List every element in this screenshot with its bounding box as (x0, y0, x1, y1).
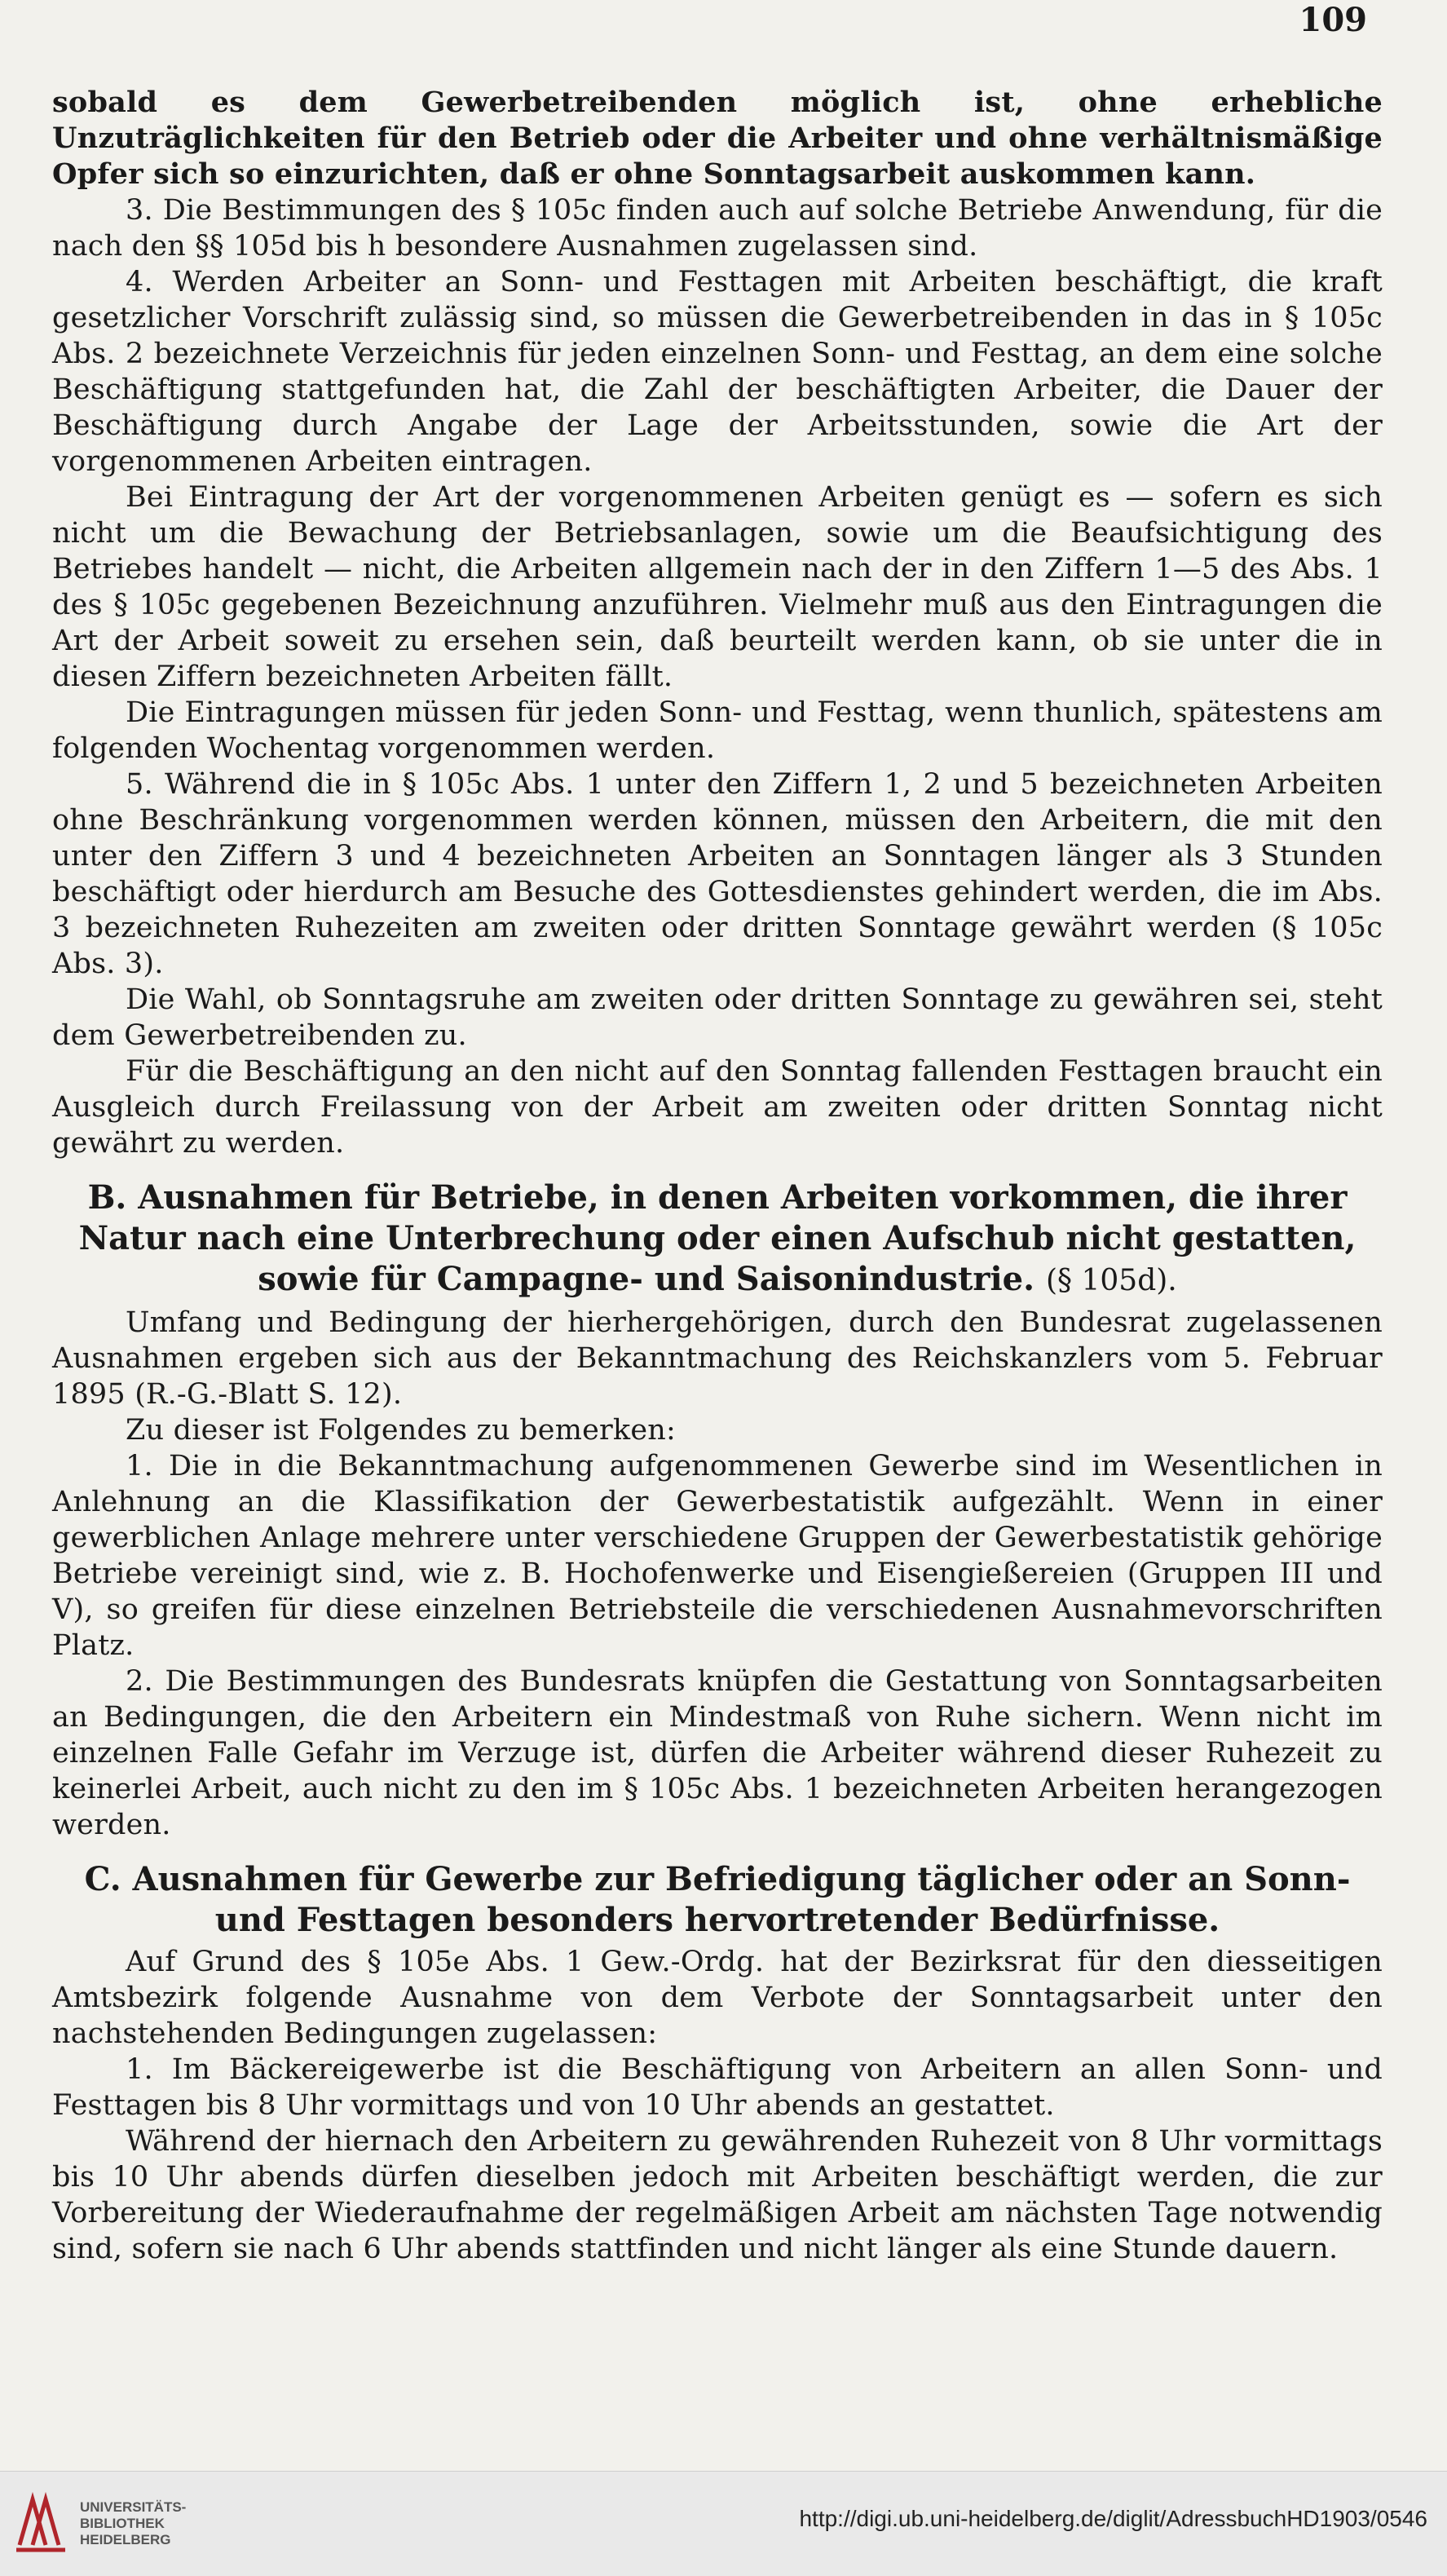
university-library-logo-icon (13, 2488, 70, 2556)
paragraph: 3. Die Bestimmungen des § 105c finden auch auf solche Betriebe Anwendung, für die nach den §§ 105d bis h besondere Ausnahmen zugelassen sind. (52, 194, 1383, 263)
heading-section-b-reference: (§ 105d). (1046, 1264, 1177, 1297)
section-c-body (52, 1944, 1383, 2267)
heading-section-b (52, 1178, 1383, 1301)
paragraph: 1. Die in die Bekanntmachung aufgenommenen Gewerbe sind im Wesentlichen in Anlehnung an die Klassifikation der Gewerbestatistik aufgezählt. Wenn in einer gewerblichen Anlage mehrere unter verschiedene Gruppen der Gewerbestatistik gehörige Betriebe vereinigt sind, wie z. B. Hochofenwerke und Eisengießereien (Gruppen III und V), so greifen für diese einzelnen Betriebsteile die verschiedenen Ausnahmevorschriften Platz. (52, 1450, 1383, 1662)
digitization-footer (0, 2471, 1447, 2576)
paragraph: Zu dieser ist Folgendes zu bemerken: (126, 1414, 676, 1447)
paragraph: Während der hiernach den Arbeitern zu gewährenden Ruhezeit von 8 Uhr vormittags bis 10 Uhr abends dürfen dieselben jedoch mit Arbeiten beschäftigt werden, die zur Vorbereitung der Wiederaufnahme der regelmäßigen Arbeit am nächsten Tage notwendig sind, sofern sie nach 6 Uhr abends stattfinden und nicht länger als eine Stunde dauern. (52, 2125, 1383, 2265)
section-b-body (52, 1305, 1383, 1843)
library-name-line-1: UNIVERSITÄTS- (80, 2499, 187, 2515)
paragraph: Die Wahl, ob Sonntagsruhe am zweiten oder dritten Sonntage zu gewähren sei, steht dem Gewerbetreibenden zu. (52, 983, 1383, 1052)
paragraph: Bei Eintragung der Art der vorgenommenen Arbeiten genügt es — sofern es sich nicht um die Bewachung der Betriebsanlagen, sowie um die Beaufsichtigung des Betriebes handelt — nicht, die Arbeiten allgemein nach der in den Ziffern 1—5 des Abs. 1 des § 105c gegebenen Bezeichnung anzuführen. Vielmehr muß aus den Eintragungen die Art der Arbeit soweit zu ersehen sein, daß beurteilt werden kann, ob sie unter die in diesen Ziffern bezeichneten Arbeiten fällt. (52, 481, 1383, 693)
page-number: 109 (1299, 1, 1367, 39)
paragraph: 4. Werden Arbeiter an Sonn- und Festtagen mit Arbeiten beschäftigt, die kraft gesetzlicher Vorschrift zulässig sind, so müssen die Gewerbetreibenden in das in § 105c Abs. 2 bezeichnete Verzeichnis für jeden einzelnen Sonn- und Festtag, an dem eine solche Beschäftigung stattgefunden hat, die Zahl der beschäftigten Arbeiter, die Dauer der Beschäftigung durch Angabe der Lage der Arbeitsstunden, sowie die Art der vorgenommenen Arbeiten eintragen. (52, 266, 1383, 478)
heading-section-c-text: C. Ausnahmen für Gewerbe zur Befriedigung täglicher oder an Sonn- und Festtagen besonders hervortretender Bedürfnisse. (84, 1860, 1351, 1939)
library-name (80, 2499, 186, 2548)
paragraph: Umfang und Bedingung der hierhergehörigen, durch den Bundesrat zugelassenen Ausnahmen ergeben sich aus der Bekanntmachung des Reichskanzlers vom 5. Februar 1895 (R.-G.-Blatt S. 12). (52, 1306, 1383, 1411)
section-a-continuation (52, 85, 1383, 1161)
paragraph: Für die Beschäftigung an den nicht auf den Sonntag fallenden Festtagen braucht ein Ausgleich durch Freilassung von der Arbeit am zweiten oder dritten Sonntag nicht gewährt zu werden. (52, 1055, 1383, 1160)
library-name-line-3: HEIDELBERG (80, 2532, 171, 2547)
paragraph: sobald es dem Gewerbetreibenden möglich ist, ohne erhebliche Unzuträglichkeiten für den Betrieb oder die Arbeiter und ohne verhältnismäßige Opfer sich so einzurichten, daß er ohne Sonntagsarbeit auskommen kann. (52, 86, 1383, 191)
library-name-line-2: BIBLIOTHEK (80, 2516, 165, 2531)
paragraph: 2. Die Bestimmungen des Bundesrats knüpfen die Gestattung von Sonntagsarbeiten an Bedingungen, die den Arbeitern ein Mindestmaß von Ruhe sichern. Wenn nicht im einzelnen Falle Gefahr im Verzuge ist, dürfen die Arbeiter während dieser Ruhezeit zu keinerlei Arbeit, auch nicht zu den im § 105c Abs. 1 bezeichneten Arbeiten herangezogen werden. (52, 1665, 1383, 1841)
paragraph: 1. Im Bäckereigewerbe ist die Beschäftigung von Arbeitern an allen Sonn- und Festtagen bis 8 Uhr vormittags und von 10 Uhr abends an gestattet. (52, 2053, 1383, 2122)
source-url-link[interactable]: http://digi.ub.uni-heidelberg.de/diglit/AdressbuchHD1903/0546 (799, 2506, 1427, 2531)
paragraph: Auf Grund des § 105e Abs. 1 Gew.-Ordg. hat der Bezirksrat für den diesseitigen Amtsbezirk folgende Ausnahme von dem Verbote der Sonntagsarbeit unter den nachstehenden Bedingungen zugelassen: (52, 1946, 1383, 2050)
heading-section-c (52, 1859, 1383, 1941)
paragraph: 5. Während die in § 105c Abs. 1 unter den Ziffern 1, 2 und 5 bezeichneten Arbeiten ohne Beschränkung vorgenommen werden können, müssen den Arbeitern, die mit den unter den Ziffern 3 und 4 bezeichneten Arbeiten an Sonntagen länger als 3 Stunden beschäftigt oder hierdurch am Besuche des Gottesdienstes gehindert werden, die im Abs. 3 bezeichneten Ruhezeiten am zweiten oder dritten Sonntage gewährt werden (§ 105c Abs. 3). (52, 768, 1383, 980)
heading-section-b-text: B. Ausnahmen für Betriebe, in denen Arbeiten vorkommen, die ihrer Natur nach eine Unterbrechung oder einen Aufschub nicht gestatten, sowie für Campagne- und Saisonindustrie. (78, 1178, 1357, 1298)
paragraph: Die Eintragungen müssen für jeden Sonn- und Festtag, wenn thunlich, spätestens am folgenden Wochentag vorgenommen werden. (52, 696, 1383, 765)
document-body (52, 85, 1383, 2267)
